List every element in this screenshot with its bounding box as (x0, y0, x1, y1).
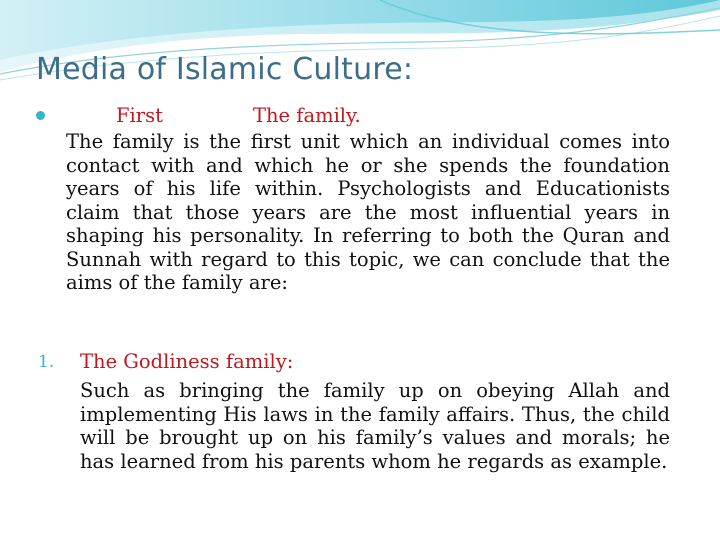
section-paragraph: The family is the first unit which an individual comes into contact with and which he or she spends the foundation years of his life within. Psychologists and Educationists claim that those years are the most influential years in shaping his personality. In referring to both the Quran and Sunnah with regard to this topic, we can conclude that the aims of the family are: (66, 130, 670, 294)
bullet-dot-icon (36, 111, 45, 120)
section-heading-line (116, 104, 361, 128)
slide-title: Media of Islamic Culture: (36, 52, 414, 87)
list-item-text: Such as bringing the family up on obeying Allah and implementing His laws in the family affairs. Thus, the child will be brought up on his family’s values and morals; he has learned from his parents whom he regards as example. (80, 379, 670, 473)
section-marker: First (116, 104, 163, 127)
list-item-number: 1. (38, 352, 55, 372)
section-heading: The family. (252, 104, 361, 127)
list-item-title: The Godliness family: (80, 350, 294, 373)
